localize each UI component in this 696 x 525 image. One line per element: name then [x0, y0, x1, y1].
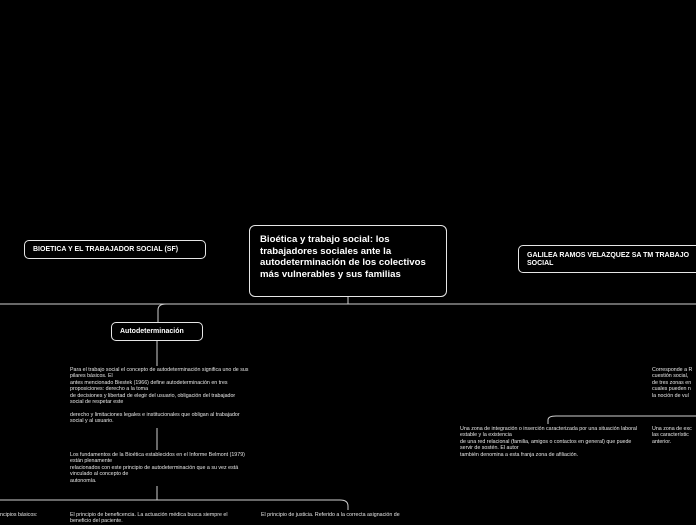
topic-galilea-ramos[interactable]: GALILEA RAMOS VELAZQUEZ SA TM TRABAJO SOCIAL [518, 245, 696, 273]
right-sub-branch [548, 416, 696, 424]
principles-horizontal [0, 500, 348, 510]
note-principio-justicia[interactable]: El principio de justicia. Referido a la correcta asignación de [261, 512, 400, 518]
branch-to-autodeterminacion [158, 304, 166, 322]
note-principio-beneficencia[interactable]: El principio de beneficencia. La actuación médica busca siempre el beneficio del paciente. [70, 512, 228, 525]
note-autodeterminacion-definicion[interactable]: Para el trabajo social el concepto de autodeterminación significa uno de sus pilares básicos. El antes mencionado Biestek (1966) define autodeterminación en tres proposiciones: derecho a la toma de decisiones y libertad de elegir del usuario, obligación del trabajador social de respetar este derecho y limitaciones legales e institucionales que obligan al trabajador social y al usuario. [70, 367, 249, 425]
subtopic-autodeterminacion[interactable]: Autodeterminación [111, 322, 203, 341]
note-zona-exclusion[interactable]: Una zona de exc las característic anterior. [652, 426, 692, 445]
note-fundamentos-bioetica[interactable]: Los fundamentos de la Bioética establecidos en el Informe Belmont (1979) están plenamente relacionados con este principio de autodeterminación que a su vez está vinculado al concepto de autonomía. [70, 452, 245, 484]
topic-bioetica-trabajador-social[interactable]: BIOETICA Y EL TRABAJADOR SOCIAL (SF) [24, 240, 206, 259]
note-principios-basicos[interactable]: ncipios básicos: [0, 512, 38, 518]
central-topic[interactable]: Bioética y trabajo social: los trabajadores sociales ante la autodeterminación de los colectivos más vulnerables y sus familias [249, 225, 447, 297]
note-corresponde[interactable]: Corresponde a R cuestión social, de tres zonas en cuales pueden n la noción de vul [652, 367, 693, 399]
note-zona-integracion[interactable]: Una zona de integración o inserción caracterizada por una situación laboral estable y la existencia de una red relacional (familia, amigos o contactos en general) que puede servir de sostén. El autor también denomina a esta franja zona de afiliación. [460, 426, 637, 458]
